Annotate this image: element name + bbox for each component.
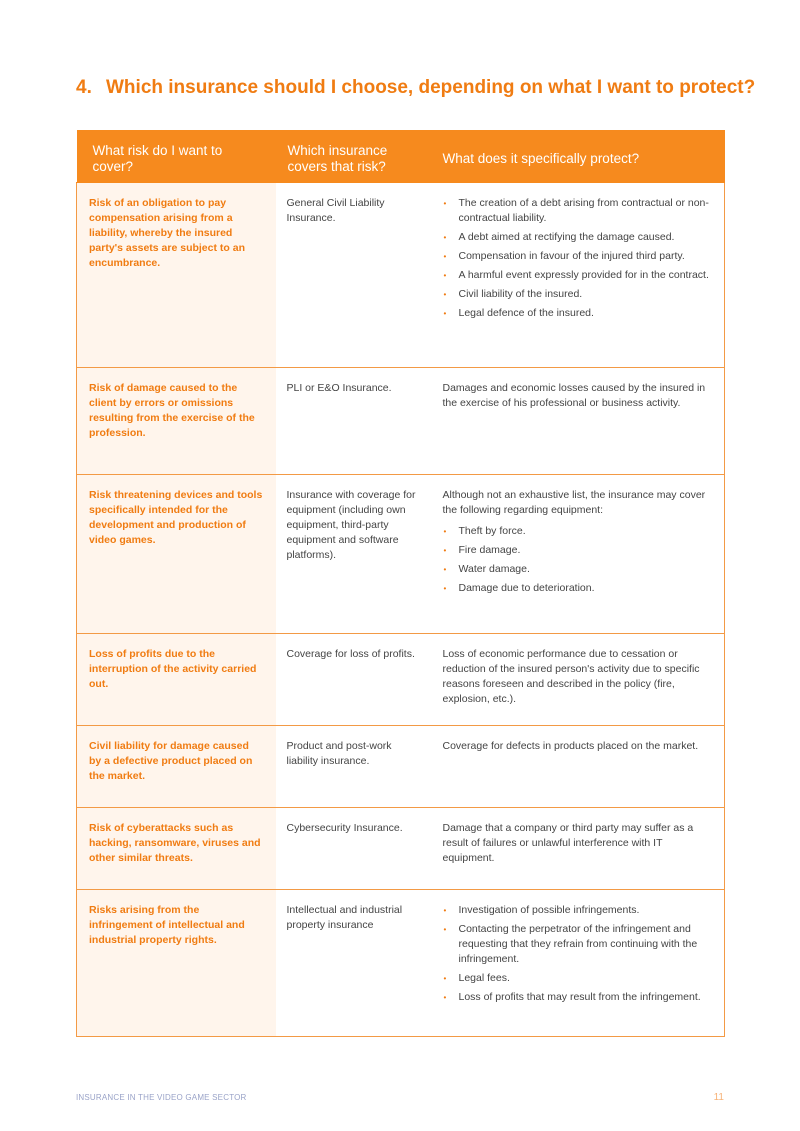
insurance-cell: PLI or E&O Insurance.: [276, 368, 431, 475]
table-row: [77, 475, 725, 634]
section-title: Which insurance should I choose, depending on what I want to protect?: [106, 77, 756, 98]
section-number: 4.: [76, 77, 92, 98]
protection-cell: Loss of economic performance due to cessation or reduction of the insured person's activity due to specific reasons foreseen and described in the policy (fire, explosion, etc.).: [431, 634, 725, 726]
insurance-cell: Insurance with coverage for equipment (including own equipment, third-party equipment and software platforms).: [276, 475, 431, 634]
list-item: • Civil liability of the insured.: [443, 287, 717, 302]
protection-intro: Although not an exhaustive list, the insurance may cover the following regarding equipment:: [442, 489, 706, 516]
list-item: • Damage due to deterioration.: [443, 581, 717, 596]
header-risk: What risk do I want to cover?: [77, 130, 276, 183]
list-item: • Water damage.: [443, 562, 717, 577]
list-item: • The creation of a debt arising from contractual or non-contractual liability.: [443, 196, 717, 226]
list-item: • Legal defence of the insured.: [443, 306, 717, 321]
list-item: • A harmful event expressly provided for in the contract.: [443, 268, 717, 283]
list-item: • Contacting the perpetrator of the infringement and requesting that they refrain from continuing with the infringement.: [443, 922, 717, 967]
protection-cell: Coverage for defects in products placed on the market.: [431, 726, 725, 808]
table-row: [77, 183, 725, 368]
footer-document-title: INSURANCE IN THE VIDEO GAME SECTOR: [76, 1093, 247, 1102]
risk-cell: Risk of damage caused to the client by errors or omissions resulting from the exercise of the profession.: [77, 368, 276, 475]
table-row: [77, 890, 725, 1037]
protection-list: [443, 903, 717, 1005]
section-heading: [76, 77, 756, 99]
list-item: • Legal fees.: [443, 971, 717, 986]
insurance-cell: Intellectual and industrial property insurance: [276, 890, 431, 1037]
insurance-cell: Cybersecurity Insurance.: [276, 808, 431, 890]
protection-cell: Damages and economic losses caused by the insured in the exercise of his professional or business activity.: [431, 368, 725, 475]
table-row: [77, 808, 725, 890]
header-protection: What does it specifically protect?: [431, 130, 725, 183]
protection-list: [443, 524, 717, 596]
risk-cell: Risk of an obligation to pay compensation arising from a liability, whereby the insured party's assets are subject to an encumbrance.: [77, 183, 276, 368]
list-item: • Theft by force.: [443, 524, 717, 539]
insurance-cell: Coverage for loss of profits.: [276, 634, 431, 726]
header-insurance: Which insurance covers that risk?: [276, 130, 431, 183]
table-row: [77, 634, 725, 726]
table-row: [77, 726, 725, 808]
risk-cell: Loss of profits due to the interruption of the activity carried out.: [77, 634, 276, 726]
footer-page-number: 11: [713, 1092, 724, 1103]
list-item: • Fire damage.: [443, 543, 717, 558]
protection-list: [443, 196, 717, 321]
risk-cell: Civil liability for damage caused by a defective product placed on the market.: [77, 726, 276, 808]
list-item: • Loss of profits that may result from the infringement.: [443, 990, 717, 1005]
table-row: [77, 368, 725, 475]
list-item: • Investigation of possible infringements.: [443, 903, 717, 918]
table-header-row: [77, 130, 725, 183]
list-item: • A debt aimed at rectifying the damage caused.: [443, 230, 717, 245]
insurance-cell: Product and post-work liability insurance.: [276, 726, 431, 808]
protection-cell: [431, 475, 725, 634]
protection-cell: [431, 183, 725, 368]
protection-cell: Damage that a company or third party may suffer as a result of failures or unlawful interference with IT equipment.: [431, 808, 725, 890]
protection-cell: [431, 890, 725, 1037]
risk-cell: Risk of cyberattacks such as hacking, ransomware, viruses and other similar threats.: [77, 808, 276, 890]
insurance-cell: General Civil Liability Insurance.: [276, 183, 431, 368]
insurance-table: [76, 130, 725, 1037]
risk-cell: Risks arising from the infringement of intellectual and industrial property rights.: [77, 890, 276, 1037]
risk-cell: Risk threatening devices and tools specifically intended for the development and production of video games.: [77, 475, 276, 634]
list-item: • Compensation in favour of the injured third party.: [443, 249, 717, 264]
